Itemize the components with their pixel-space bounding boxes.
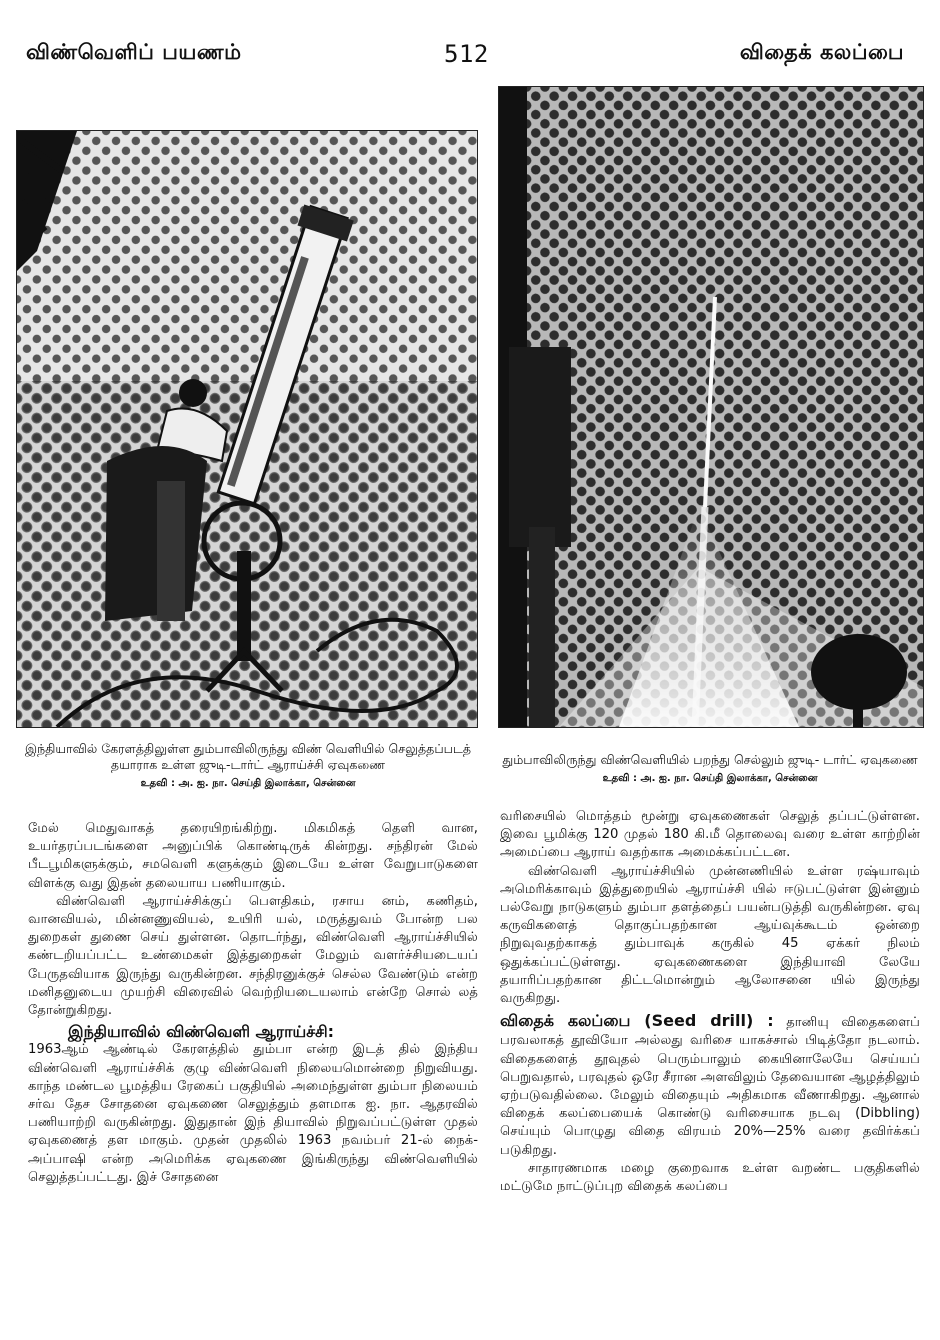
launcher-photo	[16, 130, 478, 728]
running-head-left: விண்வெளிப் பயணம்	[26, 40, 242, 64]
paragraph: சாதாரணமாக மழை குறைவாக உள்ள வறண்ட பகுதிகளில் மட்டுமே நாட்டுப்புற விதைக் கலப்பை	[500, 1160, 920, 1195]
left-text-column	[28, 820, 478, 1187]
section-heading: இந்தியாவில் விண்வெளி ஆராய்ச்சி:	[68, 1022, 335, 1042]
caption-text: தும்பாவிலிருந்து விண்வெளியில் பறந்து செல்லும் ஜுடி- டார்ட் ஏவுகணை	[502, 752, 918, 767]
rocket-trail-photo	[498, 86, 924, 728]
right-photo-caption	[498, 752, 922, 787]
running-head-right: விதைக் கலப்பை	[739, 40, 904, 64]
photo-credit: உதவி : அ. ஐ. நா. செய்தி இலாக்கா, சென்னை	[602, 773, 818, 784]
paragraph: விண்வெளி ஆராய்ச்சியில் முன்னணியில் உள்ள ரஷ்யாவும் அமெரிக்காவும் இத்துறையில் ஆராய்ச்சி யில் ஈடுபட்டுள்ள இன்னும் பல்வேறு நாடுகளும் தும்பா தளத்தைப் பயன்படுத்தி வருகின்றன. ஏவு கருவிகளைத் தொகுப்பதற்கான ஆய்வுக்கூடம் ஒன்றை நிறுவுவதற்காகத் தும்பாவுக் கருகில் 45 ஏக்கர் நிலம் ஒதுக்கப்பட்டுள்ளது. ஏவுகணைகளை இந்தியாவி லேயே தயாரிப்பதற்கான திட்டமொன்றும் ஆலோசனை யில் இருந்து வருகிறது.	[500, 863, 920, 1007]
right-text-column	[500, 808, 920, 1196]
photo-credit: உதவி : அ. ஐ. நா. செய்தி இலாக்கா, சென்னை	[140, 778, 356, 789]
left-photo-caption	[18, 741, 478, 792]
paragraph: விண்வெளி ஆராய்ச்சிக்குப் பௌதிகம், ரசாய னம், கணிதம், வானவியல், மின்னணுவியல், உயிரி யல், மருத்துவம் போன்ற பல துறைகள் துணை செய் துள்ளன. தொடர்ந்து, விண்வெளி ஆராய்ச்சியில் கண்டறியப்பட்ட உண்மைகள் இத்துறைகள் மேலும் வளர்ச்சியடையப் பேருதவியாக இருந்து வருகின்றன. சந்திரனுக்குச் செல்ல வேண்டும் என்ற மனிதனுடைய முயற்சி விரைவில் வெற்றியடையலாம் என்றே சொல் லத் தோன்றுகிறது.	[28, 893, 478, 1019]
paragraph: வரிசையில் மொத்தம் மூன்று ஏவுகணைகள் செலுத் தப்பட்டுள்ளன. இவை பூமிக்கு 120 முதல் 180 கி.மீ தொலைவு வரை உள்ள காற்றின் அமைப்பை ஆராய் வதற்காக அமைக்கப்பட்டன.	[500, 809, 920, 861]
entry-text: தானியு விதைகளைப் பரவலாகத் தூவியோ அல்லது வரிசை யாகச்சால் பிடித்தோ நடலாம். விதைகளைத் தூவுதல் பெரும்பாலும் கையினாலேயே செய்யப் பெறுவதால், பரவுதல் ஒரே சீரான அளவிலும் தேவையான ஆழத்திலும் ஏற்படுவதில்லை. மேலும் விதையும் அதிகமாக வீணாகிறது. ஆனால் விதைக் கலப்பையைக் கொண்டு வரிசையாக நடவு (Dibbling) செய்யும் பொழுது விதை விரயம் 20%—25% வரை தவிர்க்கப் படுகிறது.	[500, 1015, 920, 1158]
entry-heading: விதைக் கலப்பை (Seed drill) :	[500, 1011, 774, 1031]
paragraph: மேல் மெதுவாகத் தரையிறங்கிற்று. மிகமிகத் தெளி வான, உயர்தரப்படங்களை அனுப்பிக் கொண்டிருக் கின்றது. சந்திரன் மேல் பீடபூமிகளுக்கும், சமவெளி களுக்கும் இடையே உள்ள வேறுபாடுகளை விளக்கு வது இதன் தலையாய பணியாகும்.	[28, 821, 478, 891]
page-number: 512	[444, 40, 489, 68]
caption-text: இந்தியாவில் கேரளத்திலுள்ள தும்பாவிலிருந்து விண் வெளியில் செலுத்தப்படத் தயாராக உள்ள ஜுடி-டார்ட் ஆராய்ச்சி ஏவுகணை	[24, 741, 472, 772]
entry-paragraph	[500, 1012, 920, 1160]
paragraph: 1963ஆம் ஆண்டில் கேரளத்தில் தும்பா என்ற இடத் தில் இந்திய விண்வெளி ஆராய்ச்சிக் குழு விண்வெளி நிலையமொன்றை நிறுவியது. காந்த மண்டல பூமத்திய ரேகைப் பகுதியில் அமைந்துள்ள தும்பா நிலையம் சர்வ தேச சோதனை ஏவுகணை செலுத்தும் தளமாக ஐ. நா. ஆதரவில் பணியாற்றி வருகின்றது. இதுதான் இந் தியாவில் நிறுவப்பட்டுள்ள முதல் ஏவுகணைத் தள மாகும். முதன் முதலில் 1963 நவம்பர் 21-ல் நைக்- அப்பாஷி என்ற அமெரிக்க ஏவுகணை இங்கிருந்து விண்வெளியில் செலுத்தப்பட்டது. இச் சோதனை	[28, 1042, 478, 1185]
